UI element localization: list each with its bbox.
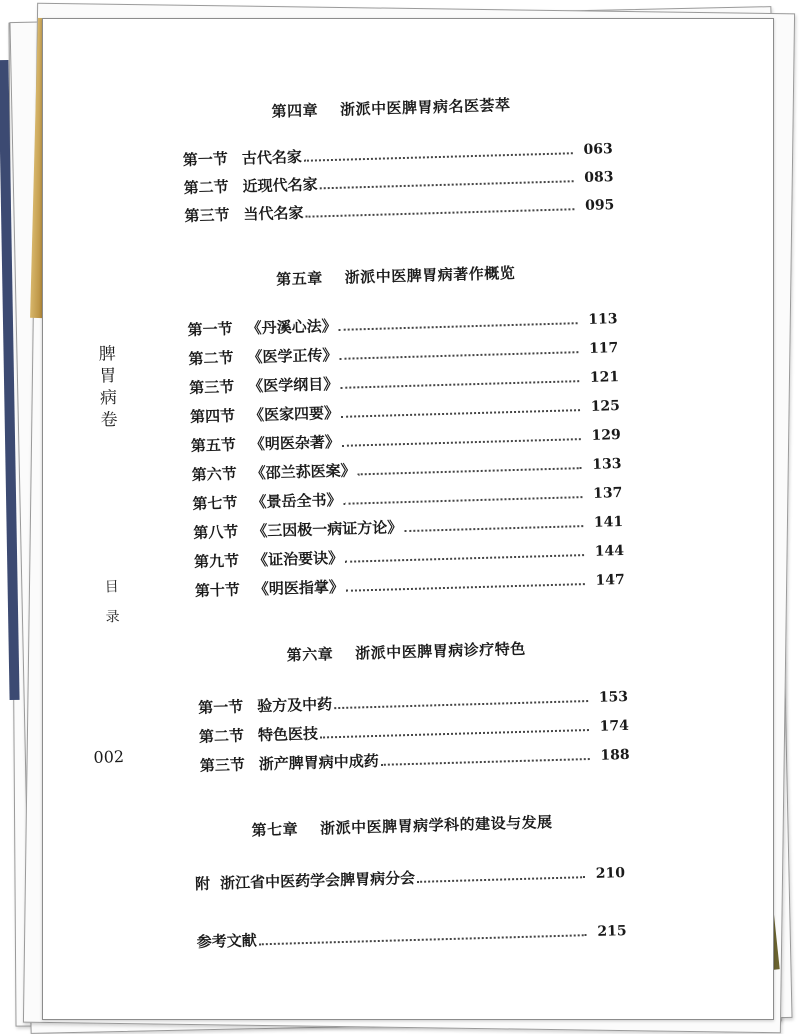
toc-entry[interactable] bbox=[200, 743, 630, 776]
page-ref: 117 bbox=[588, 340, 619, 357]
section-title: 《丹溪心法》 bbox=[246, 316, 337, 338]
chapter-title: 浙派中医脾胃病著作概览 bbox=[344, 263, 516, 287]
toc-entry[interactable] bbox=[193, 510, 623, 543]
chapter-number: 第六章 bbox=[286, 645, 334, 665]
page-ref: 129 bbox=[591, 427, 621, 444]
section-title: 《三因极一病证方论》 bbox=[252, 518, 403, 541]
toc-entry[interactable] bbox=[192, 481, 622, 514]
section-title: 近现代名家 bbox=[242, 175, 318, 196]
section-label: 第八节 bbox=[193, 522, 239, 542]
section-label-vertical bbox=[96, 572, 128, 633]
dot-leader bbox=[404, 525, 583, 532]
chapter-title: 浙派中医脾胃病名医荟萃 bbox=[339, 95, 511, 119]
section-label: 第一节 bbox=[197, 697, 244, 717]
book-title-vertical bbox=[92, 343, 124, 432]
toc-entry[interactable] bbox=[190, 394, 620, 427]
dot-leader bbox=[320, 729, 589, 739]
section-title: 《医家四要》 bbox=[248, 403, 340, 425]
page-ref: 137 bbox=[592, 485, 623, 502]
section-label: 第四节 bbox=[189, 406, 236, 427]
section-label: 第二节 bbox=[183, 177, 229, 198]
section-label: 第一节 bbox=[187, 319, 233, 340]
toc-entry[interactable] bbox=[199, 714, 629, 747]
section-label: 第一节 bbox=[182, 149, 229, 170]
book-title-char: 病 bbox=[99, 388, 118, 409]
page-ref: 215 bbox=[597, 923, 627, 940]
section-label: 第六节 bbox=[191, 464, 237, 485]
page-ref: 174 bbox=[599, 717, 630, 735]
section-label: 第五节 bbox=[190, 435, 237, 456]
toc-entry[interactable] bbox=[198, 685, 628, 718]
page-ref: 133 bbox=[592, 456, 622, 473]
book-title-char: 脾 bbox=[98, 344, 117, 365]
section-label: 第九节 bbox=[193, 551, 240, 571]
dot-leader bbox=[417, 876, 585, 883]
section-label: 第十节 bbox=[194, 580, 241, 600]
page-number: 002 bbox=[93, 747, 125, 767]
section-title: 《景岳全书》 bbox=[251, 490, 342, 512]
chapter-title: 浙派中医脾胃病学科的建设与发展 bbox=[319, 813, 553, 838]
toc-entry[interactable] bbox=[195, 568, 625, 601]
page-ref: 095 bbox=[584, 197, 615, 214]
appendix-label: 附 bbox=[194, 874, 211, 894]
page-ref: 147 bbox=[595, 571, 626, 589]
section-title: 验方及中药 bbox=[256, 695, 333, 716]
toc-entry[interactable] bbox=[191, 452, 621, 485]
toc-entry[interactable] bbox=[183, 137, 613, 170]
section-label: 第三节 bbox=[189, 377, 235, 398]
dot-leader bbox=[346, 583, 585, 592]
dot-leader bbox=[304, 152, 573, 162]
toc-entry[interactable] bbox=[183, 165, 613, 198]
toc-entry-appendix[interactable] bbox=[195, 861, 625, 894]
page-ref: 125 bbox=[590, 398, 621, 415]
section-label-char: 目 bbox=[104, 579, 120, 596]
dot-leader bbox=[340, 351, 579, 360]
toc-entry-references[interactable] bbox=[196, 919, 626, 952]
section-title: 《医学正传》 bbox=[247, 345, 338, 367]
section-title: 当代名家 bbox=[243, 203, 304, 224]
page-ref: 188 bbox=[600, 746, 630, 764]
dot-leader bbox=[342, 438, 581, 447]
chapter-heading bbox=[271, 94, 511, 122]
dot-leader bbox=[341, 409, 580, 418]
dot-leader bbox=[320, 180, 574, 189]
page-ref: 141 bbox=[593, 513, 624, 531]
chapter-heading bbox=[286, 638, 526, 666]
chapter-number: 第四章 bbox=[271, 101, 319, 121]
book-title-char: 卷 bbox=[100, 410, 118, 431]
section-title: 特色医技 bbox=[257, 724, 319, 745]
section-title: 《医学纲目》 bbox=[247, 374, 339, 396]
section-label: 第二节 bbox=[198, 726, 245, 746]
book-title-char: 胃 bbox=[99, 366, 117, 387]
toc-content bbox=[29, 9, 787, 1029]
chapter-number: 第五章 bbox=[276, 269, 324, 289]
dot-leader bbox=[339, 322, 578, 331]
page-ref: 083 bbox=[584, 169, 614, 186]
chapter-heading bbox=[251, 811, 553, 840]
section-title: 《明医杂著》 bbox=[249, 432, 341, 454]
dot-leader bbox=[259, 934, 587, 945]
dot-leader bbox=[358, 467, 582, 475]
chapter-heading bbox=[276, 262, 516, 290]
page-ref: 153 bbox=[598, 688, 629, 706]
section-label: 第三节 bbox=[199, 755, 246, 775]
page-ref: 144 bbox=[594, 542, 625, 560]
section-label: 第七节 bbox=[192, 493, 238, 514]
references-title: 参考文献 bbox=[196, 931, 257, 952]
dot-leader bbox=[345, 554, 584, 563]
section-title: 《邵兰荪医案》 bbox=[250, 461, 356, 483]
section-title: 《明医指掌》 bbox=[253, 577, 345, 599]
dot-leader bbox=[306, 208, 575, 218]
toc-page bbox=[42, 18, 774, 1020]
section-title: 《证治要诀》 bbox=[252, 548, 344, 570]
dot-leader bbox=[381, 758, 590, 766]
appendix-title: 浙江省中医药学会脾胃病分会 bbox=[219, 868, 416, 893]
page-ref: 121 bbox=[589, 369, 620, 386]
dot-leader bbox=[344, 496, 583, 505]
toc-entry[interactable] bbox=[191, 423, 621, 456]
section-title: 浙产脾胃病中成药 bbox=[258, 751, 380, 774]
chapter-title: 浙派中医脾胃病诊疗特色 bbox=[354, 639, 526, 663]
page-ref: 113 bbox=[588, 311, 618, 328]
toc-entry[interactable] bbox=[189, 365, 619, 398]
section-label-char: 录 bbox=[105, 609, 120, 626]
page-ref: 210 bbox=[595, 865, 626, 882]
toc-entry[interactable] bbox=[187, 307, 617, 340]
toc-entry[interactable] bbox=[194, 539, 624, 572]
dot-leader bbox=[340, 380, 579, 389]
section-title: 古代名家 bbox=[241, 147, 303, 168]
dot-leader bbox=[334, 700, 588, 709]
chapter-number: 第七章 bbox=[251, 820, 299, 840]
section-label: 第三节 bbox=[184, 205, 230, 226]
toc-entry[interactable] bbox=[184, 193, 614, 226]
page-ref: 063 bbox=[583, 141, 613, 158]
section-label: 第二节 bbox=[188, 348, 234, 369]
toc-entry[interactable] bbox=[188, 336, 618, 369]
